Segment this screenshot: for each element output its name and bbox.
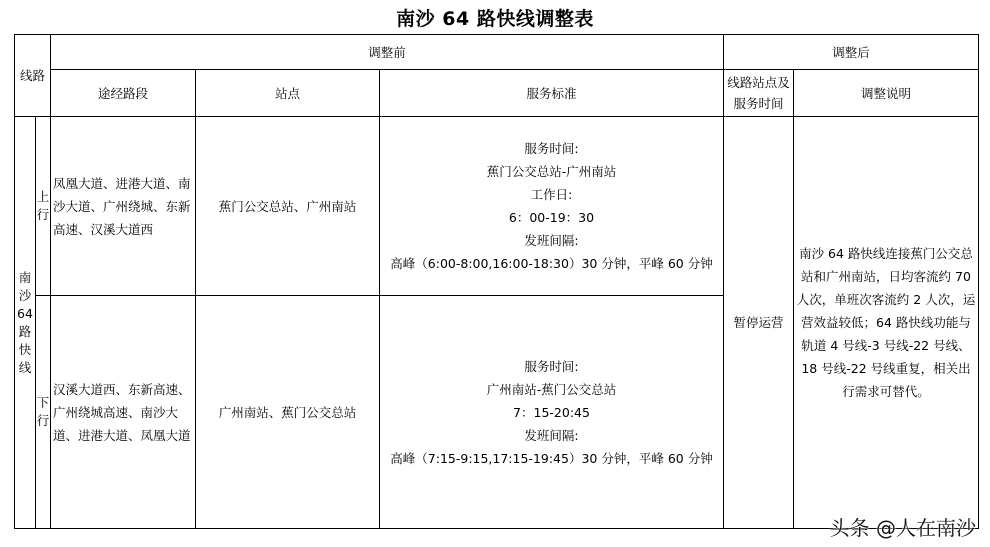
direction-up [36,117,51,296]
watermark: 头条 @人在南沙 [829,516,976,540]
path-up: 凤凰大道、进港大道、南沙大道、广州绕城、东新高速、汉溪大道西 [51,117,196,296]
path-header: 途经路段 [51,70,196,117]
direction-char: 行 [36,207,50,222]
direction-char: 上 [36,189,50,204]
after-status-cell: 暂停运营 [724,117,794,529]
service-line: 7：15-20:45 [513,404,590,420]
before-header: 调整前 [51,35,724,70]
route-name-char: 64 [17,305,33,321]
stops-header: 站点 [196,70,380,117]
path-down: 汉溪大道西、东新高速、广州绕城高速、南沙大道、进港大道、凤凰大道 [51,296,196,529]
service-line: 工作日: [530,187,573,202]
route-header: 线路 [15,35,51,117]
service-line: 发班间隔: [524,427,579,443]
route-name-char: 线 [18,359,32,375]
stops-down: 广州南站、蕉门公交总站 [196,296,380,529]
route-name-char: 路 [18,323,32,339]
service-line: 发班间隔: [524,233,579,248]
route-name-char: 快 [18,341,32,357]
service-line: 服务时间: [524,358,579,374]
direction-char: 下 [36,395,50,410]
direction-char: 行 [36,413,50,428]
direction-down [36,296,51,529]
service-line: 高峰（6:00-8:00,16:00-18:30）30 分钟，平峰 60 分钟 [390,256,713,271]
service-line: 6：00-19：30 [508,210,595,225]
adjustment-table [14,34,979,529]
service-line: 服务时间: [524,141,579,156]
service-up [380,117,724,296]
after-stops-header: 线路站点及 服务时间 [724,70,794,117]
page-title: 南沙 64 路快线调整表 [396,8,594,30]
service-header: 服务标准 [380,70,724,117]
stops-up: 蕉门公交总站、广州南站 [196,117,380,296]
after-header: 调整后 [724,35,979,70]
route-name-cell [15,117,36,529]
route-name-char: 沙 [18,287,32,303]
service-line: 蕉门公交总站-广州南站 [486,164,617,179]
service-line: 广州南站-蕉门公交总站 [486,381,617,397]
note-header: 调整说明 [794,70,979,117]
service-line: 高峰（7:15-9:15,17:15-19:45）30 分钟，平峰 60 分钟 [390,450,713,466]
note-cell: 南沙 64 路快线连接蕉门公交总站和广州南站，日均客流约 70 人次，单班次客流约 2 人次，运营效益较低；64 路快线功能与轨道 4 号线-3 号线-22 号线、18 号线-22 号线重复，相关出行需求可替代。 [794,117,979,529]
route-name-char: 南 [18,269,32,285]
service-down [380,296,724,529]
